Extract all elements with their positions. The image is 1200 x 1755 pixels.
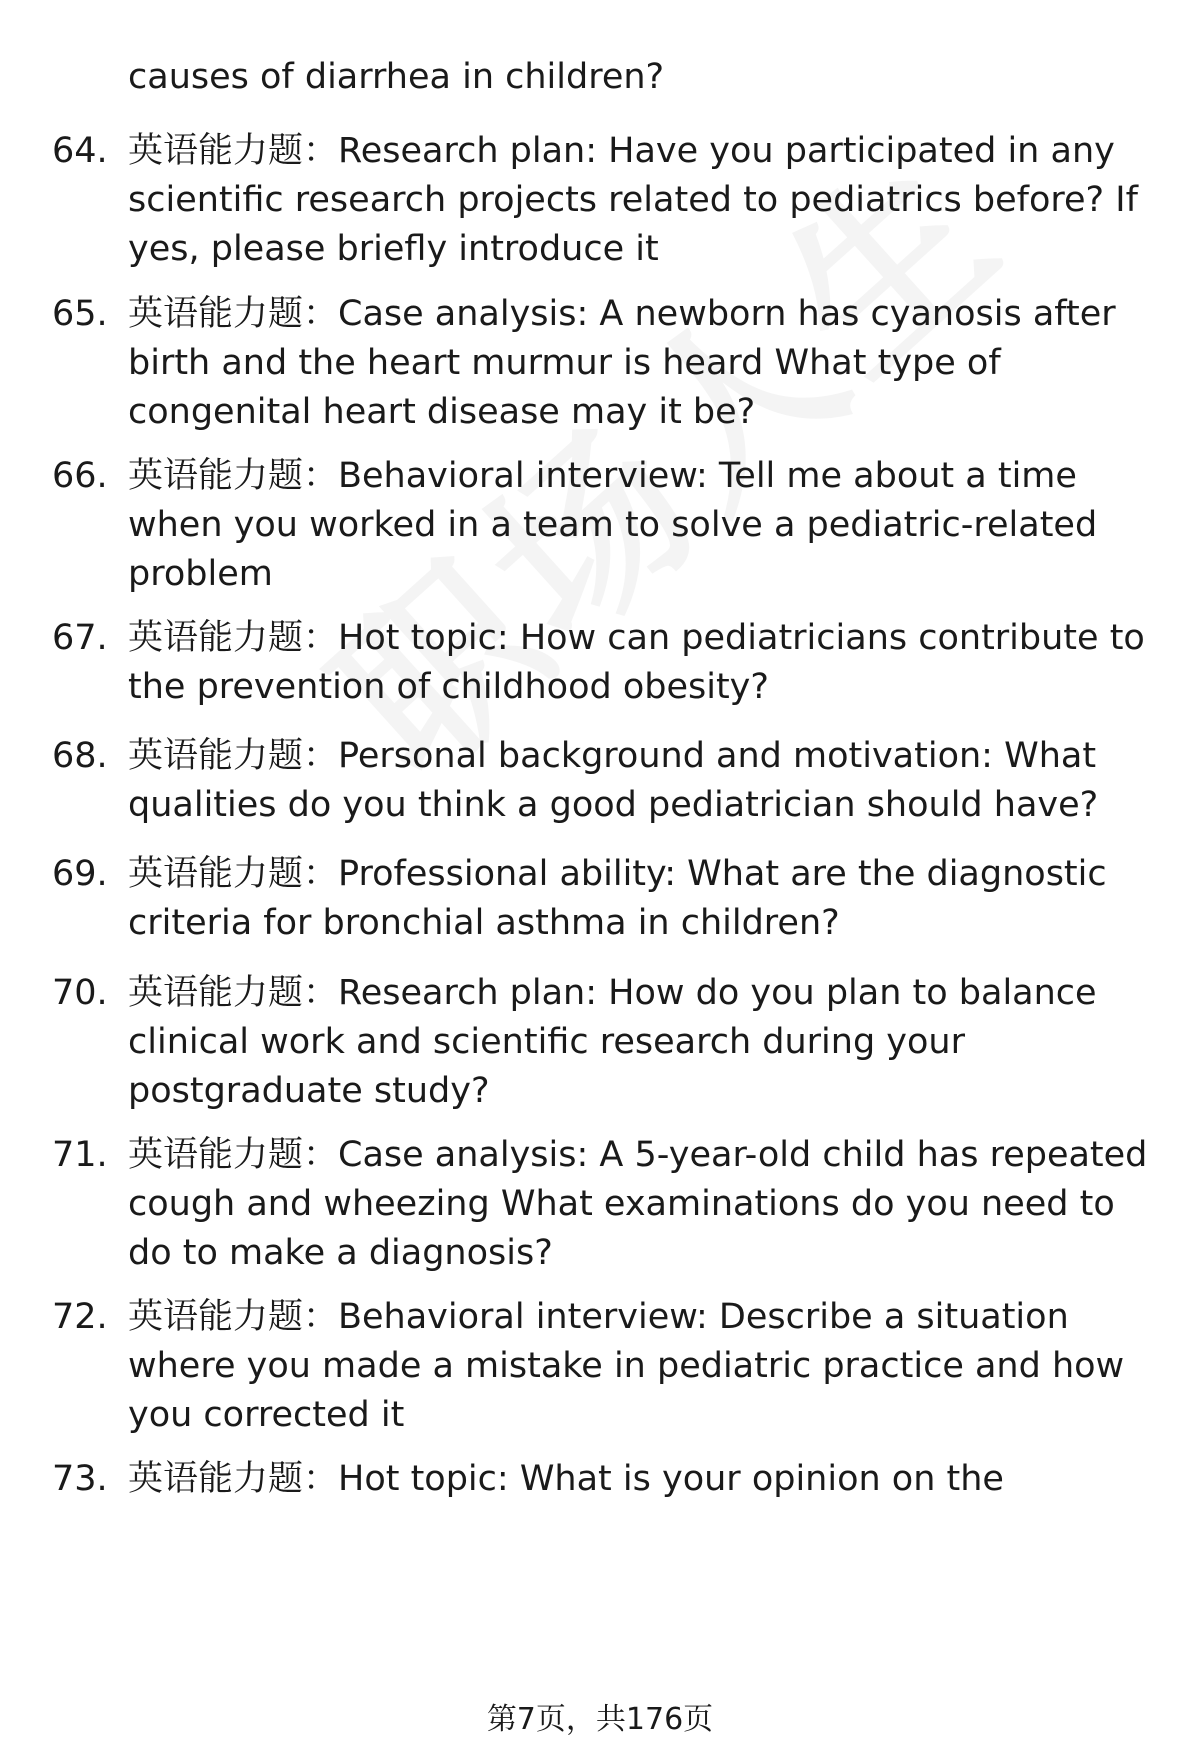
question-text: 英语能力题：Hot topic: How can pediatricians contribute to the prevention of childhood obesity?	[128, 618, 1145, 707]
question-text: 英语能力题：Hot topic: What is your opinion on the	[128, 1459, 1004, 1499]
question-text: 英语能力题：Case analysis: A newborn has cyanosis after birth and the heart murmur is heard What type of congenital heart disease may it be?	[128, 294, 1116, 432]
question-number: 72.	[52, 1297, 108, 1337]
question-number: 69.	[52, 854, 108, 894]
question-text: 英语能力题：Case analysis: A 5-year-old child has repeated cough and wheezing What examinations do you need to do to make a diagnosis?	[128, 1135, 1148, 1273]
question-text: 英语能力题：Research plan: How do you plan to balance clinical work and scientific research during your postgraduate study?	[128, 973, 1097, 1111]
question-number: 65.	[52, 294, 108, 334]
question-number: 64.	[52, 131, 108, 171]
question-text: 英语能力题：Personal background and motivation: What qualities do you think a good pediatrician should have?	[128, 736, 1099, 825]
question-number: 67.	[52, 618, 108, 658]
question-number: 70.	[52, 973, 108, 1013]
continuation-line: causes of diarrhea in children?	[128, 57, 665, 97]
question-text: 英语能力题：Research plan: Have you participated in any scientific research projects related to pediatrics before? If yes, please briefly introduce it	[128, 131, 1138, 269]
question-number: 66.	[52, 456, 108, 496]
question-text: 英语能力题：Behavioral interview: Describe a situation where you made a mistake in pediatric practice and how you corrected it	[128, 1297, 1125, 1435]
question-text: 英语能力题：Behavioral interview: Tell me about a time when you worked in a team to solve a pediatric-related problem	[128, 456, 1098, 594]
question-number: 73.	[52, 1459, 108, 1499]
question-number: 71.	[52, 1135, 108, 1175]
question-text: 英语能力题：Professional ability: What are the diagnostic criteria for bronchial asthma in children?	[128, 854, 1107, 943]
page-footer: 第7页，共176页	[486, 1702, 714, 1737]
question-number: 68.	[52, 736, 108, 776]
